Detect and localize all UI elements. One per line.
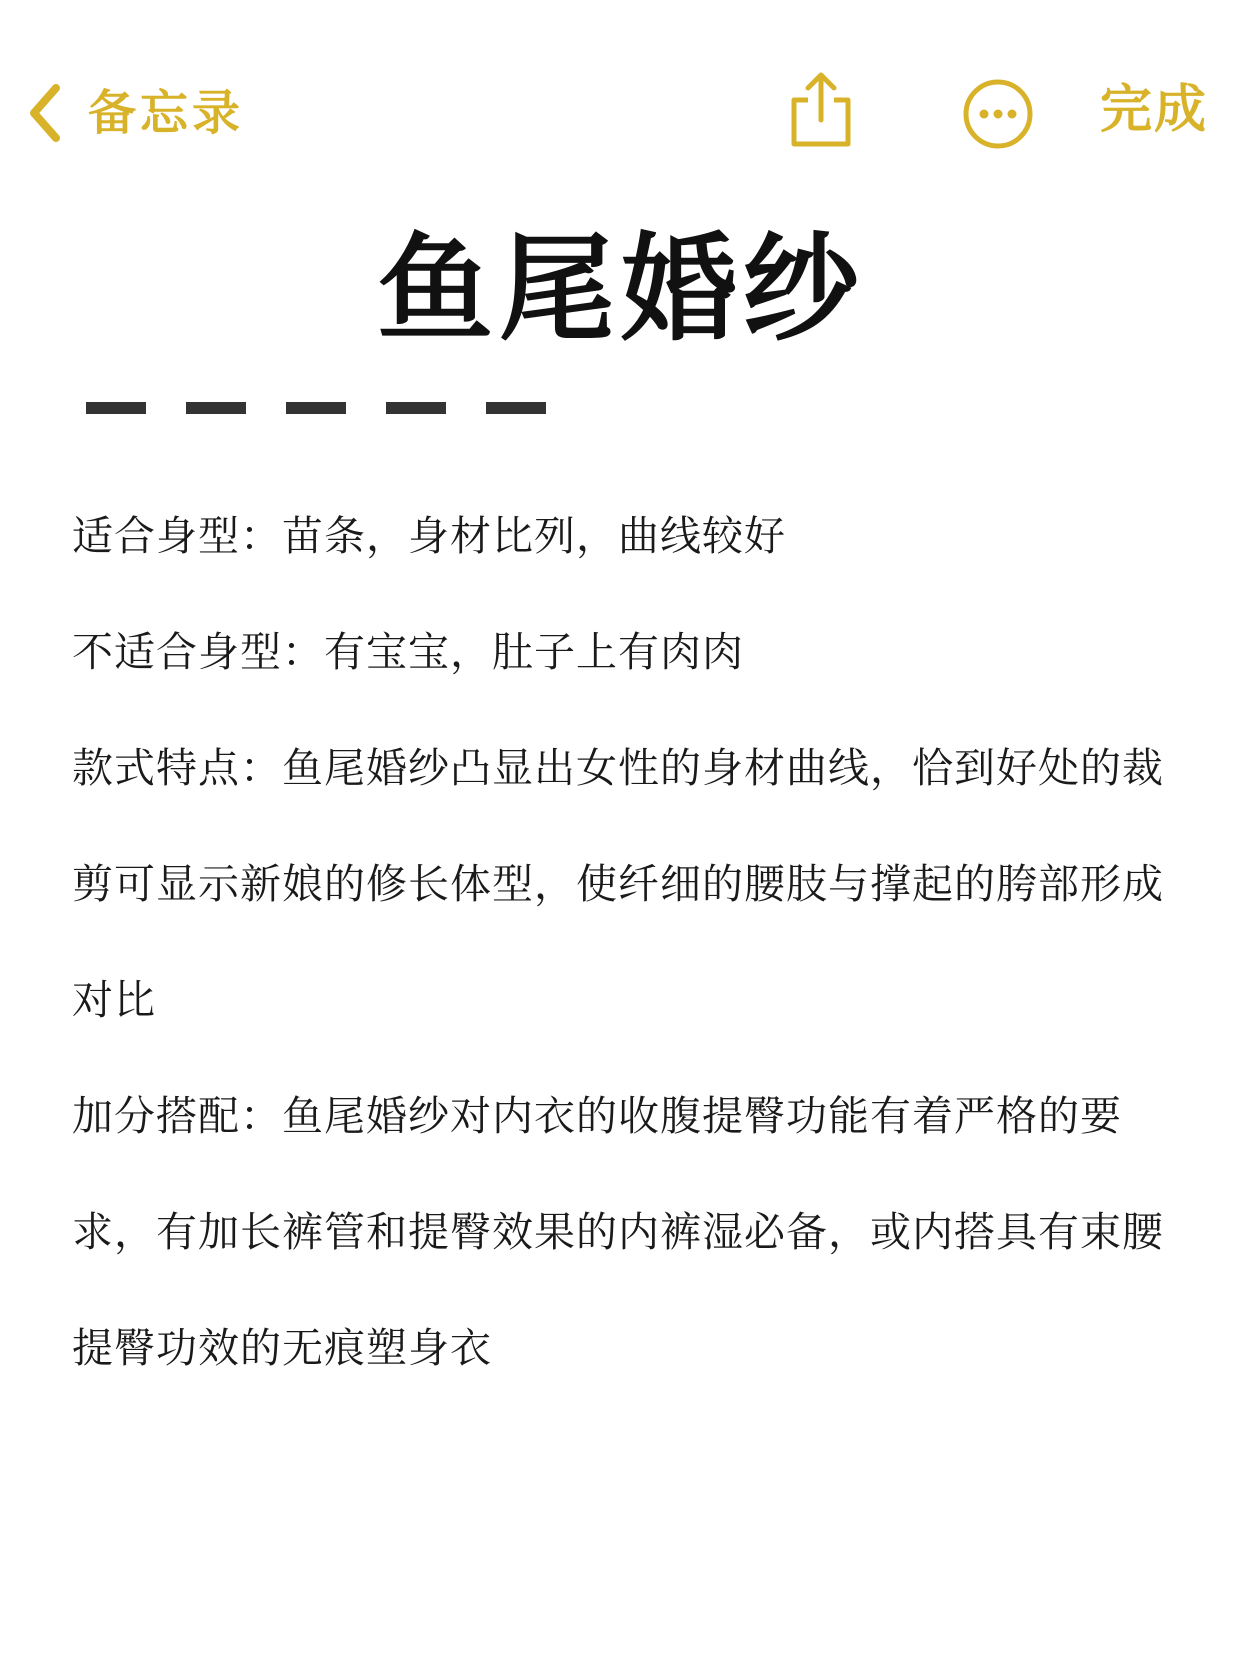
- dash-segment: [86, 402, 146, 414]
- done-button[interactable]: 完成: [1100, 80, 1209, 140]
- more-icon: [962, 135, 1034, 154]
- dash-divider: [86, 402, 586, 414]
- more-button[interactable]: [962, 78, 1034, 150]
- back-label: 备忘录: [88, 85, 245, 141]
- dash-segment: [486, 402, 546, 414]
- note-body[interactable]: [72, 478, 1172, 1406]
- dash-segment: [186, 402, 246, 414]
- style-features: 款式特点：鱼尾婚纱凸显出女性的身材曲线，恰到好处的裁剪可显示新娘的修长体型，使纤细的腰肢与撑起的胯部形成对比: [72, 744, 1164, 1024]
- dash-segment: [386, 402, 446, 414]
- note-title: 鱼尾婚纱: [377, 222, 865, 357]
- suitable-body-type: 适合身型：苗条，身材比列，曲线较好: [72, 512, 786, 560]
- back-button[interactable]: [26, 78, 244, 148]
- styling-tips: 加分搭配：鱼尾婚纱对内衣的收腹提臀功能有着严格的要求，有加长裤管和提臀效果的内裤湿必备，或内搭具有束腰提臀功效的无痕塑身衣: [72, 1092, 1164, 1372]
- share-icon: [786, 135, 856, 154]
- share-button[interactable]: [786, 70, 856, 150]
- chevron-left-icon: [26, 82, 62, 144]
- unsuitable-body-type: 不适合身型：有宝宝，肚子上有肉肉: [72, 628, 744, 676]
- dash-segment: [286, 402, 346, 414]
- navigation-bar: [0, 0, 1242, 200]
